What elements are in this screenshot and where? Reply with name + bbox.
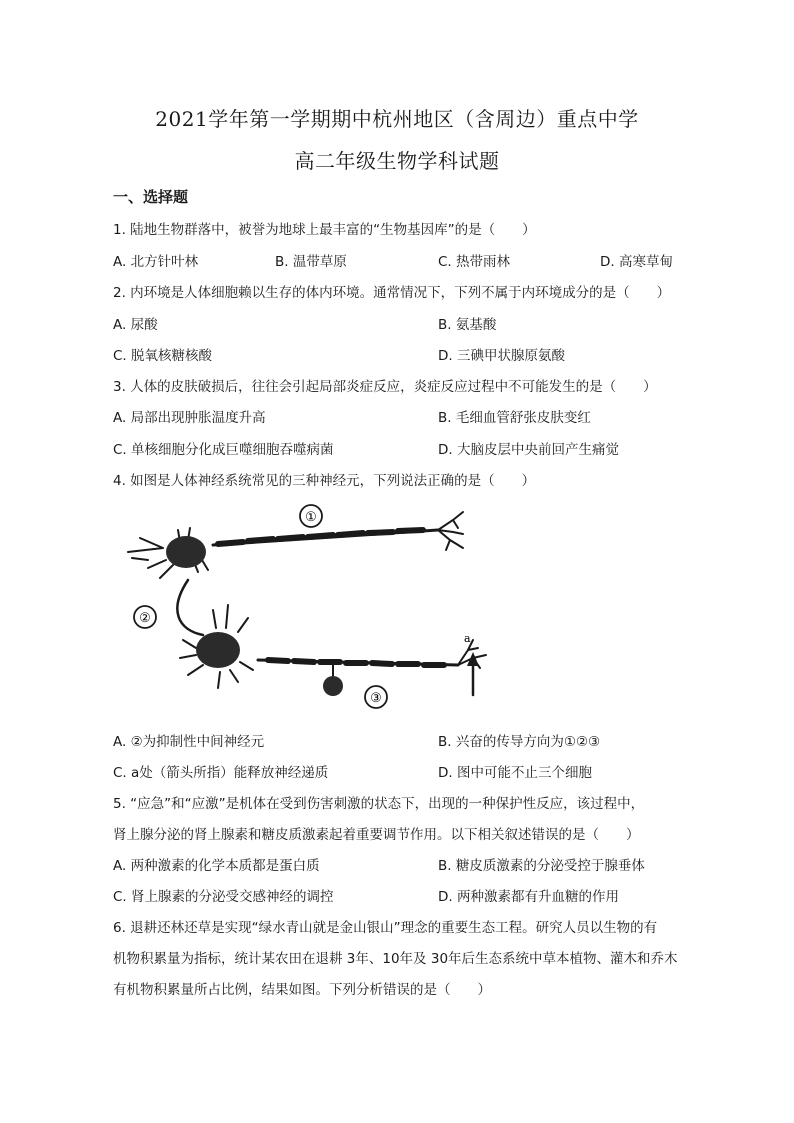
question-3-stem: 3. 人体的皮肤破损后，往往会引起局部炎症反应，炎症反应过程中不可能发生的是（ ） [113,379,657,395]
label-neuron-3: ③ [370,691,382,706]
question-5-stem-line1: 5. “应急”和“应激”是机体在受到伤害刺激的状态下，出现的一种保护性反应，该过程中， [113,796,645,812]
question-2-option-b: B. 氨基酸 [438,317,497,333]
exam-title-line1: 2021学年第一学期期中杭州地区（含周边）重点中学 [155,107,639,131]
question-5-stem-line2: 肾上腺分泌的肾上腺素和糖皮质激素起着重要调节作用。以下相关叙述错误的是（ ） [113,827,640,843]
question-5-option-c: C. 肾上腺素的分泌受交感神经的调控 [113,889,334,905]
question-4-option-b: B. 兴奋的传导方向为①②③ [438,734,601,750]
exam-title-line2: 高二年级生物学科试题 [294,149,500,173]
question-1-stem: 1. 陆地生物群落中，被誉为地球上最丰富的“生物基因库”的是（ ） [113,222,536,238]
question-6-stem-line2: 机物积累量为指标，统计某农田在退耕 3年、10年及 30年后生态系统中草本植物、灌木和乔木 [113,951,678,967]
question-5-option-d: D. 两种激素都有升血糖的作用 [438,889,619,905]
label-point-a: a [464,632,471,645]
question-1-option-b: B. 温带草原 [275,254,347,270]
question-2-option-d: D. 三碘甲状腺原氨酸 [438,348,565,364]
label-neuron-2: ② [139,611,151,626]
section-heading: 一、选择题 [113,188,189,206]
question-5-option-a: A. 两种激素的化学本质都是蛋白质 [113,858,320,874]
question-3-option-b: B. 毛细血管舒张皮肤变红 [438,410,591,426]
question-4-option-a: A. ②为抑制性中间神经元 [113,734,265,750]
question-2-option-a: A. 尿酸 [113,317,158,333]
question-1-option-d: D. 高寒草甸 [600,254,673,270]
question-1-option-c: C. 热带雨林 [438,254,511,270]
label-neuron-1: ① [305,510,317,525]
question-3-option-d: D. 大脑皮层中央前回产生痛觉 [438,442,619,458]
question-4-option-c: C. a处（箭头所指）能释放神经递质 [113,765,329,781]
question-1-option-a: A. 北方针叶林 [113,254,199,270]
neuron-diagram [118,500,498,715]
question-3-option-a: A. 局部出现肿胀温度升高 [113,410,266,426]
question-2-stem: 2. 内环境是人体细胞赖以生存的体内环境。通常情况下，下列不属于内环境成分的是（ ） [113,285,671,301]
question-5-option-b: B. 糖皮质激素的分泌受控于腺垂体 [438,858,645,874]
question-4-option-d: D. 图中可能不止三个细胞 [438,765,592,781]
question-6-stem-line1: 6. 退耕还林还草是实现“绿水青山就是金山银山”理念的重要生态工程。研究人员以生物的有 [113,920,658,936]
question-4-stem: 4. 如图是人体神经系统常见的三种神经元，下列说法正确的是（ ） [113,473,536,489]
question-2-option-c: C. 脱氧核糖核酸 [113,348,213,364]
question-3-option-c: C. 单核细胞分化成巨噬细胞吞噬病菌 [113,442,334,458]
question-6-stem-line3: 有机物积累量所占比例，结果如图。下列分析错误的是（ ） [113,982,491,998]
